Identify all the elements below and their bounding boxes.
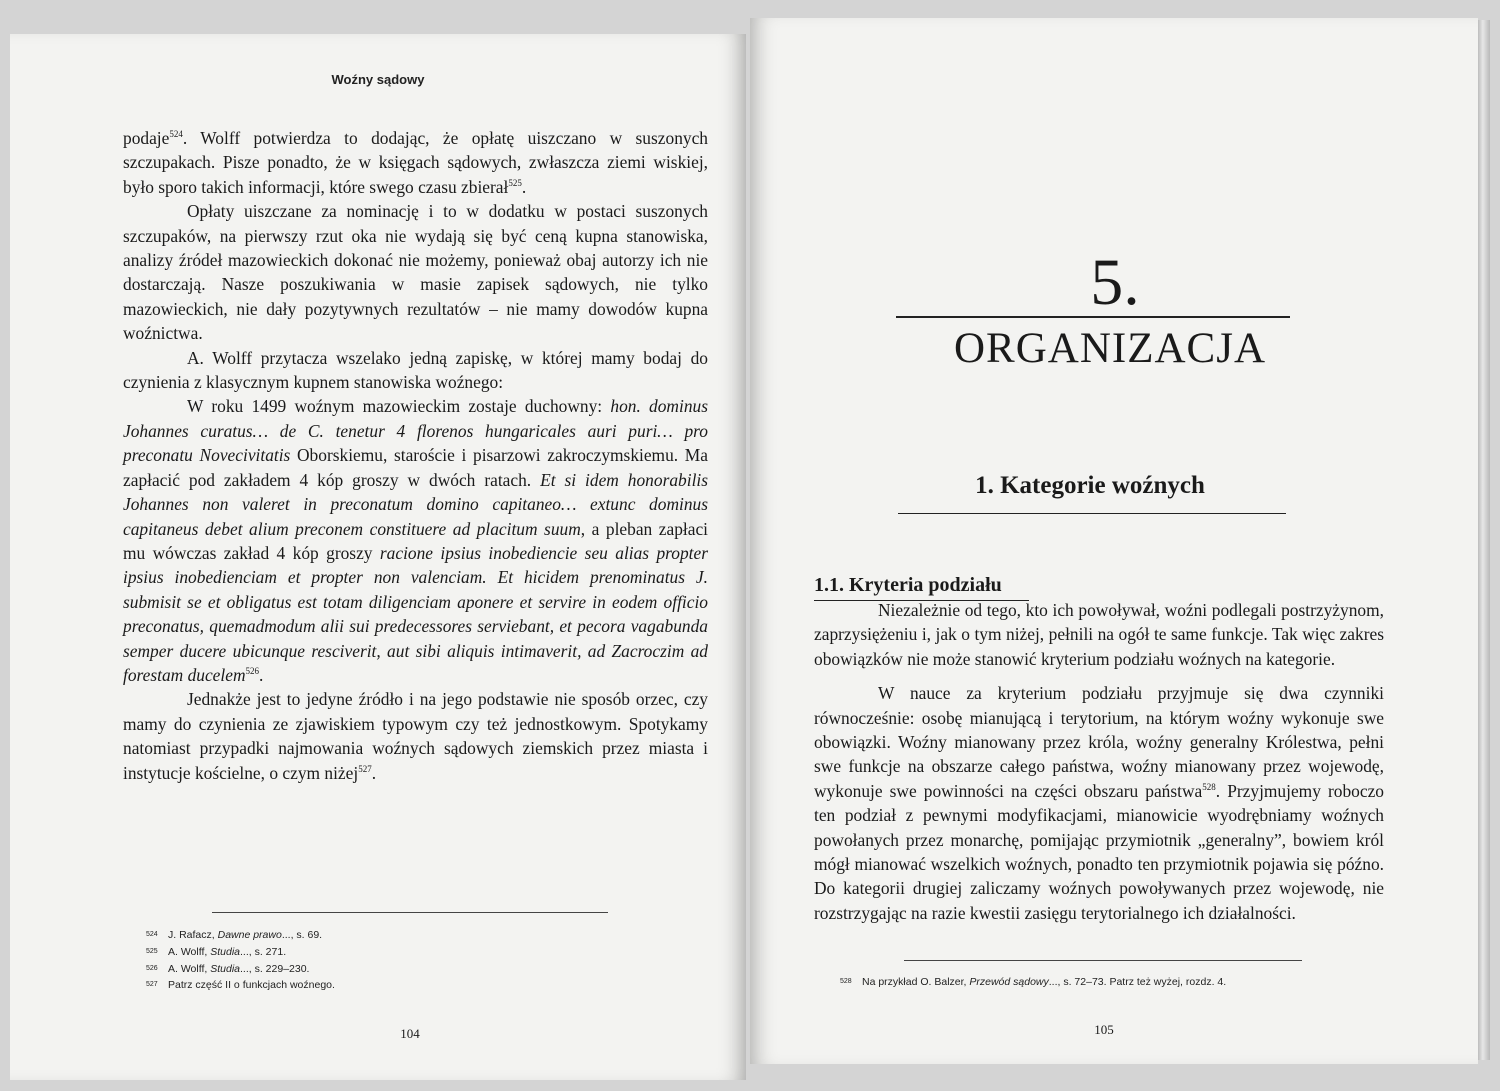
paragraph: W roku 1499 woźnym mazowieckim zostaje duchowny: hon. dominus Johannes curatus… de C. tenetur 4 florenos hungaricales auri puri… pro preconatu Novecivitatis Oborskiemu, staroście i pisarzowi zakroczymskiemu. Ma zapłacić pod zakładem 4 kóp groszy w dwóch ratach. Et si idem honorabilis Johannes non valeret in preconatum domino capitaneo… extunc dominus capitaneus debet alium preconem constituere ad placitum suum, a pleban zapłaci mu wówczas zakład 4 kóp groszy racione ipsius inobediencie seu alias propter ipsius inobedienciam et propter non valenciam. Et hicidem prenominatus J. submisit se et obligatus est totam diligenciam aponere et servire in eodem officio preconatus, quemadmodum alii sui predecessores serviebant, et pecora vagabunda semper ducere ubicunque resciverit, aut sibi aliquis intimaverit, ad Zacroczim ad forestam ducelem$^{526}$. (123, 396, 709, 685)
paragraph: W nauce za kryterium podziału przyjmuje się dwa czynniki równocześnie: osobę mianującą i terytorium, na którym woźny wykonuje swe obowiązki. Woźny mianowany przez króla, woźny generalny Królestwa, pełni swe funkcje na obszarze całego państwa, woźny mianowany przez wojewodę, wykonuje swe powinności na części obszaru państwa$^{528}$. Przyjmujemy roboczo ten podział z pewnymi modyfikacjami, mianowicie wyodrębniamy woźnych powołanych przez monarchę, pomijając przymiotnik „generalny”, bowiem król mógł mianować wszelkich woźnych, ponadto ten przymiotnik pojawia się późno. Do kategorii drugiej zaliczamy woźnych powoływanych przez wojewodę, nie rozstrzygając na razie kwestii zasięgu terytorialnego ich działalności. (814, 683, 1384, 923)
right-body-text (814, 598, 1384, 925)
paragraph: Opłaty uiszczane za nominację i to w dodatku w postaci suszonych szczupaków, na pierwszy rzut oka nie wydają się być ceną kupna stanowiska, analizy źródeł mazowieckich dokonać nie możemy, ponieważ obaj autorzy ich nie dostarczają. Nasze poszukiwania w masie zapisek sądowych, nie tylko mazowieckich, nie dały pozytywnych rezultatów – nie mamy dowodów kupna woźnictwa. (123, 201, 708, 344)
footnote: 525 A. Wolff, Studia..., s. 271. (146, 945, 287, 958)
right-footnotes (840, 974, 1226, 991)
left-page (10, 34, 746, 1080)
running-head: Woźny sądowy (331, 72, 425, 87)
footnote-rule (212, 912, 608, 913)
footnote: 528 Na przykład O. Balzer, Przewód sądowy..., s. 72–73. Patrz też wyżej, rozdz. 4. (840, 976, 1227, 988)
paragraph: podaje$^{524}$. Wolff potwierdza to dodając, że opłatę uiszczano w suszonych szczupakach. Pisze ponadto, że w księgach sądowych, zwłaszcza ziemi wiskiej, było sporo takich informacji, które swego czasu zbierał$^{525}$. (123, 128, 708, 197)
chapter-number: 5. (1090, 246, 1140, 319)
footnote: 526 A. Wolff, Studia..., s. 229–230. (146, 962, 310, 975)
chapter-rule (896, 316, 1290, 318)
subsection-title: 1.1. Kryteria podziału (814, 574, 1002, 596)
right-page (750, 18, 1478, 1064)
page-edges (1478, 20, 1490, 1060)
page-number: 104 (400, 1026, 420, 1041)
footnote-rule (904, 960, 1302, 961)
section-rule (898, 513, 1286, 514)
left-body-text (123, 126, 708, 785)
footnote: 524 J. Rafacz, Dawne prawo..., s. 69. (146, 929, 323, 941)
paragraph: A. Wolff przytacza wszelako jedną zapiskę, w której mamy bodaj do czynienia z klasycznym kupnem stanowiska woźnego: (123, 347, 708, 393)
left-footnotes (146, 927, 335, 994)
paragraph: Jednakże jest to jedyne źródło i na jego podstawie nie sposób orzec, czy mamy do czynienia ze zjawiskiem typowym czy też jednostkowym. Spotykamy natomiast przypadki najmowania woźnych sądowych ziemskich przez miasta i instytucje kościelne, o czym niżej$^{527}$. (123, 689, 708, 783)
paragraph: Niezależnie od tego, kto ich powoływał, woźni podlegali postrzyżynom, zaprzysiężeniu i, jak o tym niżej, pełnili na ogół te same funkcje. Tak więc zakres obowiązków nie może stanowić kryterium podziału woźnych na kategorie. (814, 600, 1384, 669)
section-title: 1. Kategorie woźnych (975, 472, 1205, 499)
footnote: 527 Patrz część II o funkcjach woźnego. (146, 979, 335, 992)
page-number: 105 (1094, 1022, 1114, 1037)
chapter-title: ORGANIZACJA (954, 325, 1266, 372)
